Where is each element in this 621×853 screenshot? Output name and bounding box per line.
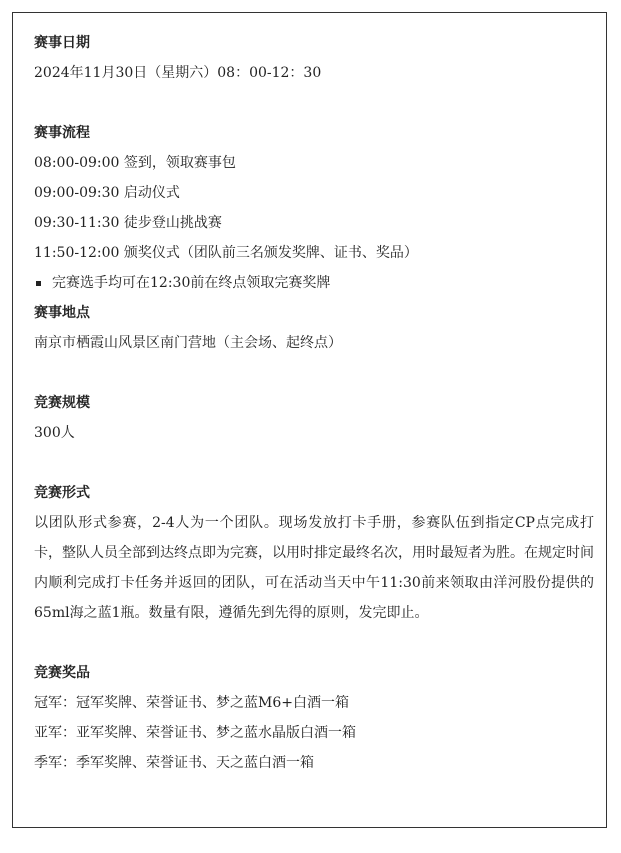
location-text: 南京市栖霞山风景区南门营地（主会场、起终点）	[34, 335, 342, 351]
date-heading: 赛事日期	[34, 35, 90, 51]
location-heading: 赛事地点	[34, 305, 90, 321]
document-content	[34, 28, 594, 778]
schedule-item: 09:00-09:30 启动仪式	[34, 185, 180, 201]
schedule-item: 11:50-12:00 颁奖仪式（团队前三名颁发奖牌、证书、奖品）	[34, 245, 418, 261]
scale-heading: 竞赛规模	[34, 395, 90, 411]
date-text: 2024年11月30日（星期六）08：00-12：30	[34, 65, 322, 81]
schedule-heading: 赛事流程	[34, 125, 90, 141]
prize-item: 亚军：亚军奖牌、荣誉证书、梦之蓝水晶版白酒一箱	[34, 725, 356, 741]
bullet-marker	[36, 281, 41, 286]
prize-item: 冠军：冠军奖牌、荣誉证书、梦之蓝M6+白酒一箱	[34, 695, 349, 711]
format-heading: 竞赛形式	[34, 485, 90, 501]
schedule-bullet-text: 完赛选手均可在12:30前在终点领取完赛奖牌	[52, 275, 331, 291]
schedule-bullet	[34, 268, 594, 298]
schedule-item: 08:00-09:00 签到，领取赛事包	[34, 155, 236, 171]
format-text: 以团队形式参赛，2-4人为一个团队。现场发放打卡手册，参赛队伍到指定CP点完成打卡，整队人员全部到达终点即为完赛，以用时排定最终名次，用时最短者为胜。在规定时间内顺利完成打卡任务并返回的团队，可在活动当天中午11:30前来领取由洋河股份提供的65ml海之蓝1瓶。数量有限，遵循先到先得的原则，发完即止。	[34, 515, 594, 621]
scale-text: 300人	[34, 425, 75, 441]
document-frame	[12, 12, 607, 828]
prize-item: 季军：季军奖牌、荣誉证书、天之蓝白酒一箱	[34, 755, 314, 771]
prizes-heading: 竞赛奖品	[34, 665, 90, 681]
schedule-item: 09:30-11:30 徒步登山挑战赛	[34, 215, 222, 231]
